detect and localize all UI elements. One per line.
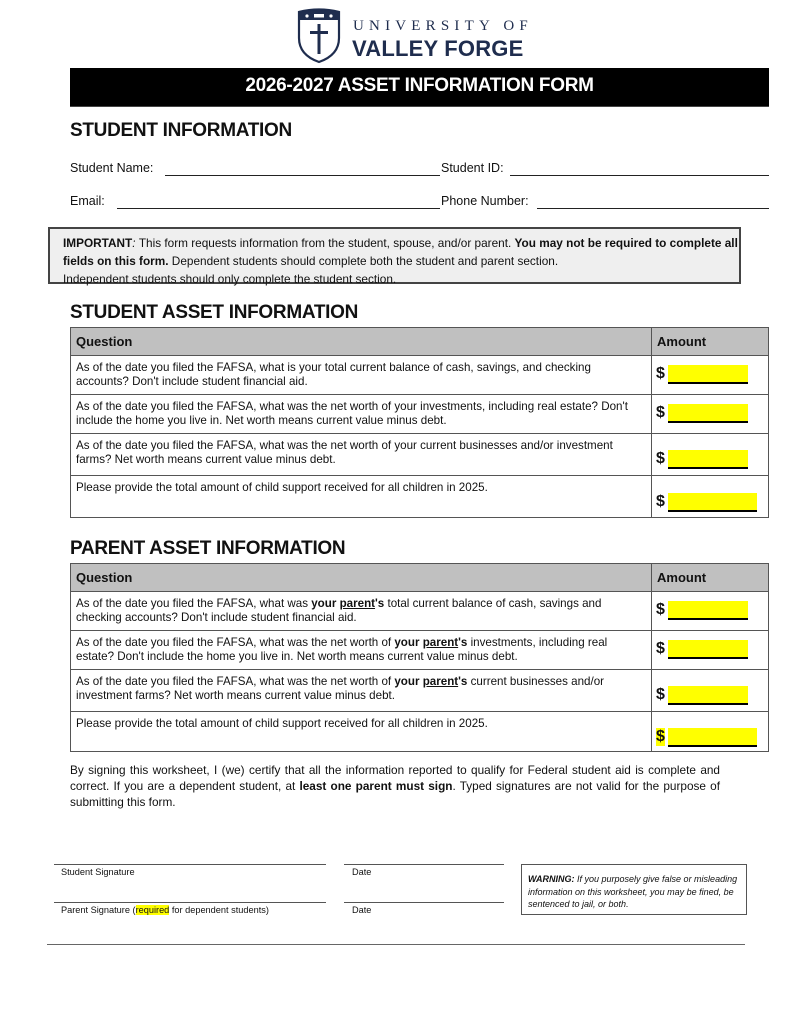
form-title: 2026-2027 ASSET INFORMATION FORM: [70, 68, 769, 107]
dollar-sign: $: [656, 601, 665, 618]
table-header-row: [71, 564, 769, 592]
table-row: [71, 434, 769, 476]
warning-box: WARNING: If you purposely give false or misleading information on this worksheet, you may be fined, be sentenced to jail, or both.: [521, 864, 747, 915]
parent-signature-field[interactable]: [54, 902, 326, 903]
question-cell: Please provide the total amount of child support received for all children in 2025.: [71, 476, 652, 518]
table-row: [71, 670, 769, 712]
student-name-field[interactable]: [165, 175, 440, 176]
parent-date-field[interactable]: [344, 902, 504, 903]
question-cell: As of the date you filed the FAFSA, what was the net worth of your current businesses and/or investment farms? Net worth means current value minus debt.: [71, 434, 652, 476]
amount-cell: [652, 356, 769, 395]
table-row: [71, 712, 769, 752]
amount-input[interactable]: [668, 686, 748, 705]
student-date-field[interactable]: [344, 864, 504, 865]
student-assets-table: [70, 327, 769, 518]
phone-label: Phone Number:: [441, 194, 529, 208]
student-id-field[interactable]: [510, 175, 769, 176]
dollar-sign: $: [656, 365, 665, 382]
email-label: Email:: [70, 194, 105, 208]
amount-cell: [652, 592, 769, 631]
amount-cell: [652, 476, 769, 518]
important-lead: IMPORTANT: [63, 236, 133, 250]
table-header-row: [71, 328, 769, 356]
dollar-sign: $: [656, 728, 665, 745]
student-signature-label: Student Signature: [61, 867, 135, 877]
amount-cell: [652, 712, 769, 752]
parent-date-label: Date: [352, 905, 372, 915]
question-cell: As of the date you filed the FAFSA, what is your total current balance of cash, savings, and checking accounts? Don't include student financial aid.: [71, 356, 652, 395]
question-cell: As of the date you filed the FAFSA, what was your parent's total current balance of cash, savings and checking accounts? Don't include student financial aid.: [71, 592, 652, 631]
question-header: Question: [71, 564, 652, 592]
email-field[interactable]: [117, 208, 440, 209]
shield-cross-icon: [296, 8, 342, 64]
dollar-sign: $: [656, 686, 665, 703]
amount-input[interactable]: [668, 728, 757, 747]
certification-text: By signing this worksheet, I (we) certify that all the information reported to qualify for Federal student aid is complete and correct. If you are a dependent student, at least one parent must sign. Typed signatures are not valid for the purpose of submitting this form.: [70, 763, 720, 809]
table-row: [71, 395, 769, 434]
parent-signature-label: Parent Signature (required for dependent students): [61, 905, 269, 915]
required-highlight: required: [135, 905, 170, 915]
amount-input[interactable]: [668, 450, 748, 469]
amount-header: Amount: [652, 564, 769, 592]
dollar-sign: $: [656, 404, 665, 421]
amount-header: Amount: [652, 328, 769, 356]
table-row: [71, 631, 769, 670]
student-name-label: Student Name:: [70, 161, 154, 175]
amount-input[interactable]: [668, 493, 757, 512]
table-row: [71, 356, 769, 395]
student-id-label: Student ID:: [441, 161, 504, 175]
question-cell: Please provide the total amount of child support received for all children in 2025.: [71, 712, 652, 752]
amount-cell: [652, 434, 769, 476]
logo-valley-forge: VALLEY FORGE: [352, 36, 524, 61]
amount-input[interactable]: [668, 601, 748, 620]
question-cell: As of the date you filed the FAFSA, what was the net worth of your parent's current businesses and/or investment farms? Net worth means current value minus debt.: [71, 670, 652, 712]
parent-assets-heading: PARENT ASSET INFORMATION: [70, 538, 346, 559]
footer-divider: [47, 944, 745, 945]
dollar-sign: $: [656, 640, 665, 657]
warning-lead: WARNING:: [528, 874, 575, 884]
university-logo: [296, 8, 548, 64]
dollar-sign: $: [656, 450, 665, 467]
table-row: [71, 476, 769, 518]
question-cell: As of the date you filed the FAFSA, what was the net worth of your parent's investments, including real estate? Don't include the home you live in. Net worth means current value minus debt.: [71, 631, 652, 670]
logo-university-of: UNIVERSITY OF: [353, 18, 533, 34]
student-signature-field[interactable]: [54, 864, 326, 865]
dollar-sign: $: [656, 493, 665, 510]
important-notice: IMPORTANT: This form requests information from the student, spouse, and/or parent. You may not be required to complete all fields on this form. Dependent students should complete both the student and parent section. Independent students should only complete the student section.: [48, 227, 741, 284]
question-header: Question: [71, 328, 652, 356]
amount-cell: [652, 395, 769, 434]
amount-cell: [652, 631, 769, 670]
table-row: [71, 592, 769, 631]
amount-input[interactable]: [668, 640, 748, 659]
question-cell: As of the date you filed the FAFSA, what was the net worth of your investments, including real estate? Don't include the home you live in. Net worth means current value minus debt.: [71, 395, 652, 434]
student-date-label: Date: [352, 867, 372, 877]
amount-input[interactable]: [668, 404, 748, 423]
amount-input[interactable]: [668, 365, 748, 384]
amount-cell: [652, 670, 769, 712]
parent-assets-table: [70, 563, 769, 752]
phone-field[interactable]: [537, 208, 769, 209]
student-info-heading: STUDENT INFORMATION: [70, 120, 292, 141]
student-assets-heading: STUDENT ASSET INFORMATION: [70, 302, 359, 323]
